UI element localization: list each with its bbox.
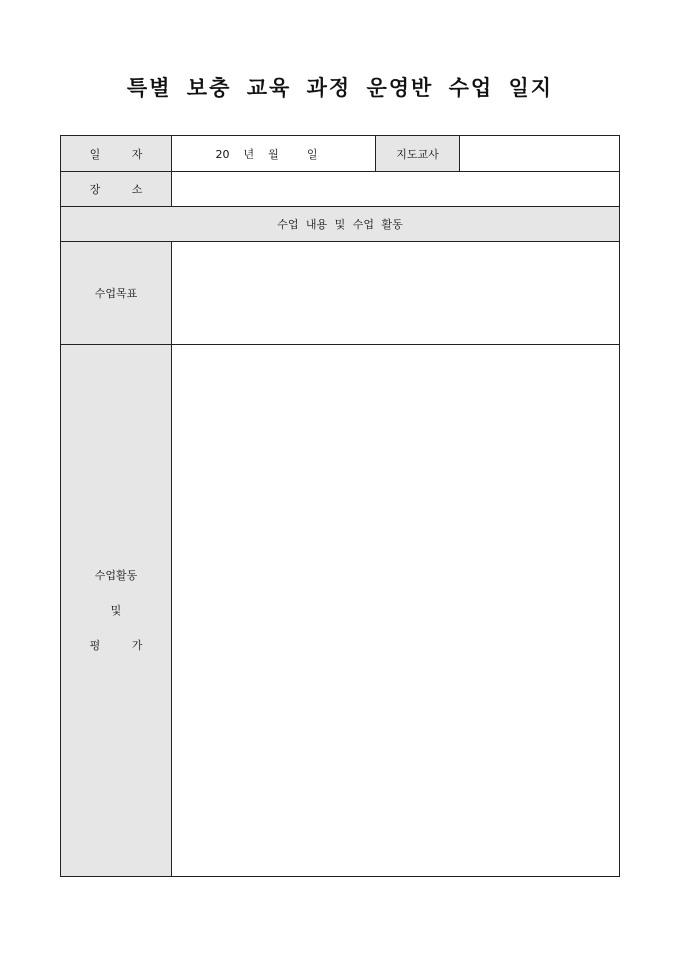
year-unit: 년	[243, 147, 255, 161]
day-unit: 일	[306, 147, 318, 161]
goal-row	[61, 242, 620, 345]
class-log-table	[60, 135, 620, 877]
activity-row	[61, 345, 620, 877]
activity-label-line-1: 수업활동	[94, 568, 138, 582]
month-unit: 월	[268, 147, 279, 161]
section-header-row	[61, 207, 620, 242]
place-row	[61, 172, 620, 207]
place-label: 장 소	[61, 172, 172, 207]
teacher-label: 지도교사	[376, 136, 460, 172]
activity-field[interactable]	[172, 345, 620, 877]
goal-field[interactable]	[172, 242, 620, 345]
date-row	[61, 136, 620, 172]
place-field[interactable]	[172, 172, 620, 207]
activity-label-line-2: 및	[110, 603, 122, 617]
section-title: 수업 내용 및 수업 활동	[61, 207, 620, 242]
goal-label: 수업목표	[61, 242, 172, 345]
date-label: 일 자	[61, 136, 172, 172]
year-prefix: 20	[215, 147, 230, 161]
teacher-field[interactable]	[460, 136, 620, 172]
activity-label	[61, 345, 172, 877]
activity-label-line-3: 평 가	[89, 638, 143, 652]
document-title: 특별 보충 교육 과정 운영반 수업 일지	[126, 75, 554, 100]
date-field[interactable]	[172, 136, 376, 172]
